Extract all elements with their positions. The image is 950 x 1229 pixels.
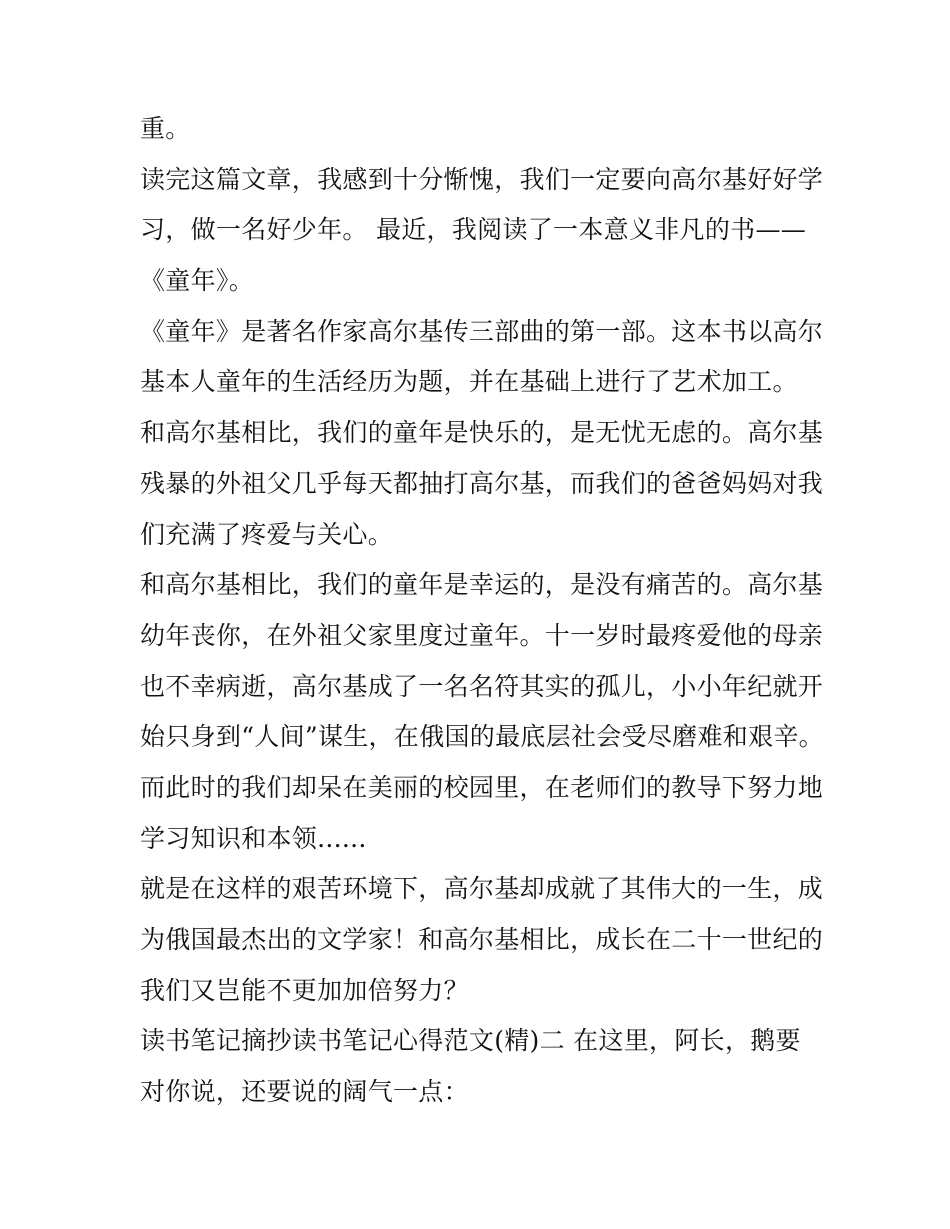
text-line: 始只身到“人间”谋生，在俄国的最底层社会受尽磨难和艰辛。 xyxy=(140,722,824,752)
text-line: 我们又岂能不更加加倍努力？ xyxy=(140,975,469,1005)
text-line: 和高尔基相比，我们的童年是幸运的，是没有痛苦的。高尔基 xyxy=(140,570,824,600)
text-line: 重。 xyxy=(140,114,191,143)
text-line: 学习知识和本领...... xyxy=(140,823,367,853)
text-line: 残暴的外祖父几乎每天都抽打高尔基，而我们的爸爸妈妈对我 xyxy=(140,468,824,498)
text-line: 基本人童年的生活经历为题，并在基础上进行了艺术加工。 xyxy=(140,367,798,397)
text-line: 而此时的我们却呆在美丽的校园里，在老师们的教导下努力地 xyxy=(140,772,824,802)
text-line: 就是在这样的艰苦环境下，高尔基却成就了其伟大的一生，成 xyxy=(140,874,824,904)
body-text xyxy=(140,104,830,1118)
text-line: 也不幸病逝，高尔基成了一名名符其实的孤儿，小小年纪就开 xyxy=(140,671,824,701)
text-line: 读完这篇文章，我感到十分惭愧，我们一定要向高尔基好好学 xyxy=(140,164,824,194)
text-line: 习，做一名好少年。 最近，我阅读了一本意义非凡的书—— xyxy=(140,215,807,245)
text-line: 读书笔记摘抄读书笔记心得范文(精)二 在这里，阿长，鹅要 xyxy=(140,1026,801,1056)
text-line: 为俄国最杰出的文学家！和高尔基相比，成长在二十一世纪的 xyxy=(140,925,824,954)
text-line: 和高尔基相比，我们的童年是快乐的，是无忧无虑的。高尔基 xyxy=(140,418,824,448)
text-line: 们充满了疼爱与关心。 xyxy=(140,519,394,549)
text-line: 幼年丧你，在外祖父家里度过童年。十一岁时最疼爱他的母亲 xyxy=(140,620,824,650)
text-line: 对你说，还要说的阔气一点： xyxy=(140,1077,469,1107)
text-line: 《童年》。 xyxy=(140,266,255,296)
text-line: 《童年》是著名作家高尔基传三部曲的第一部。这本书以高尔 xyxy=(140,316,824,346)
